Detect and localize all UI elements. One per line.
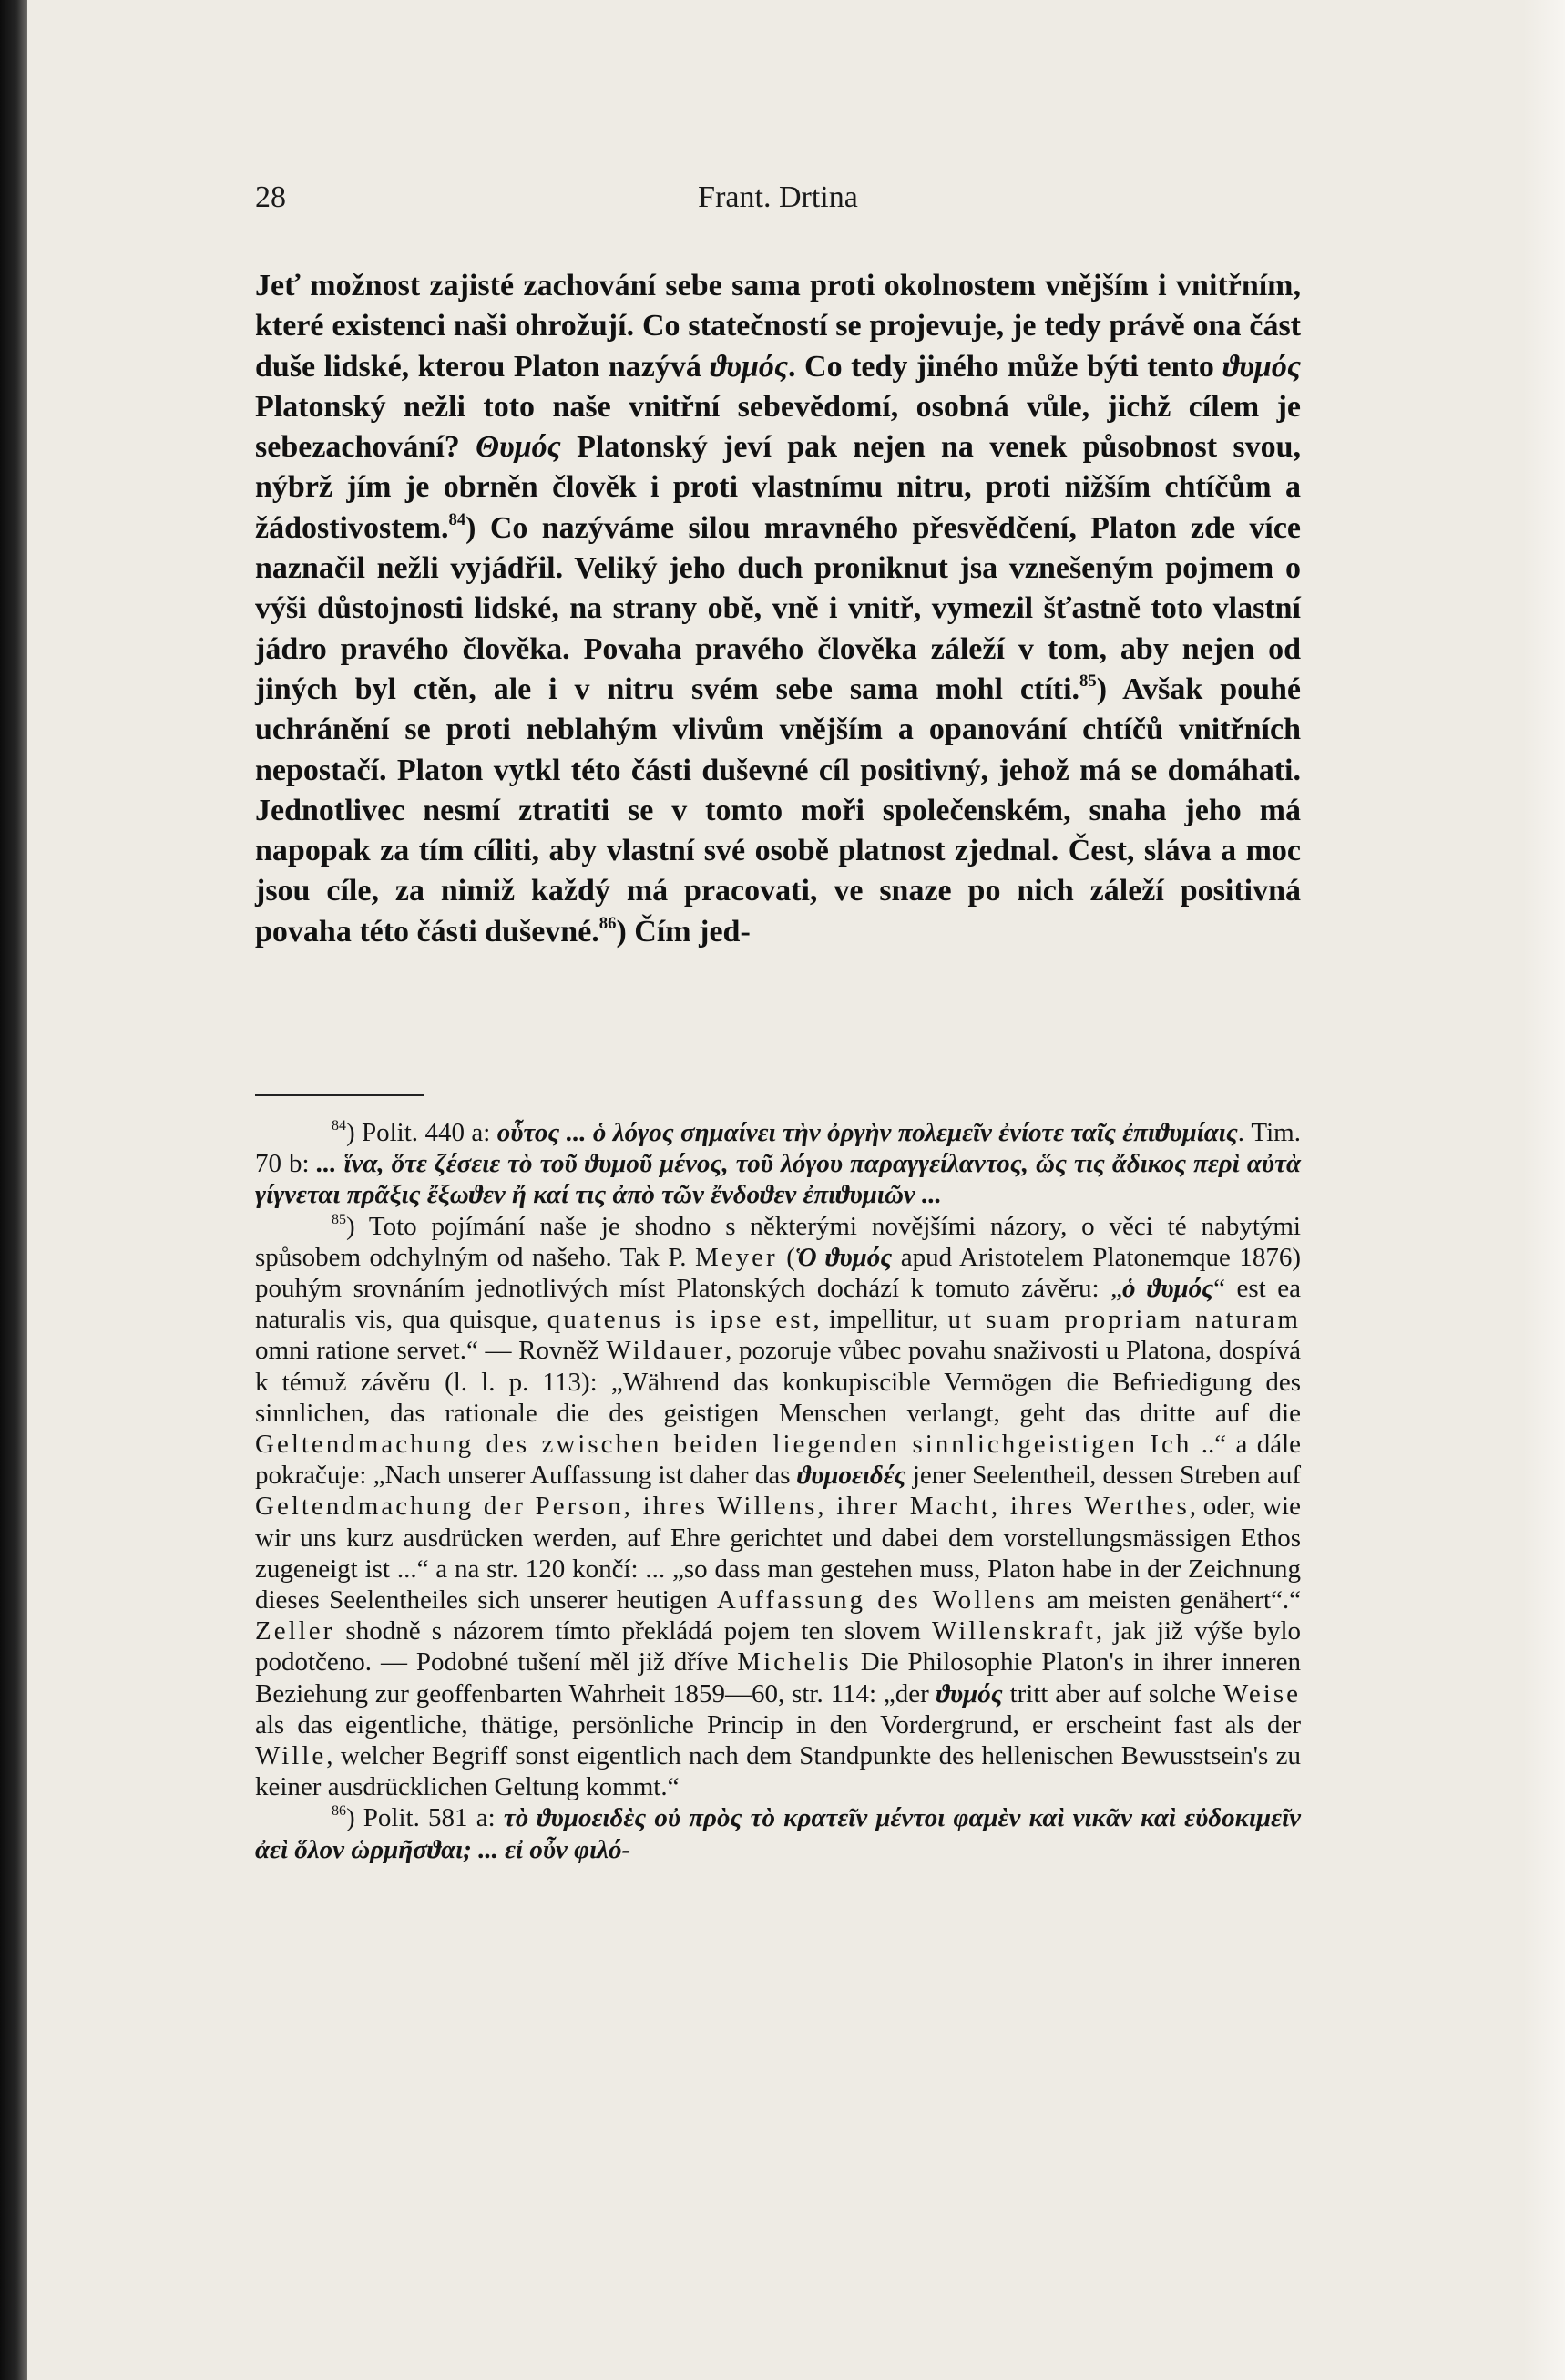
footnote-text: ) Polit. 581 a: [345,1803,504,1833]
footnote-text: , oder, wie wir uns kurz ausdrücken werden, auf Ehre gerichtet und dabei dem vorstellungsmässigen Ethos zugeneigt ist ...“ a na str. 120 končí: ... „so dass man gestehen muss, Platon habe in der Zeichnung dieses Seelentheiles sich unserer heutigen [255,1492,1301,1616]
greek-term: ϑυμός [936,1678,1003,1708]
text-run: ) Avšak pouhé uchránění se proti neblahým vlivům vnějším a opanování chtíčů vnitřních nepostačí. Platon vytkl této části duševné cíl positivný, jehož má se domáhati. Jednotlivec nesmí ztratiti se v tomto moři společenském, snaha jeho má napopak za tím cíliti, aby vlastní své osobě platnost zjednal. Čest, sláva a moc jsou cíle, za nimiž každý má pracovati, ve snaze po nich záleží positivná povaha této části duševné. [255,672,1302,949]
main-text [255,266,1301,952]
text-run: ) Čím jed- [616,914,751,949]
spaced-phrase: ut suam propriam naturam [947,1305,1301,1335]
greek-quote: ... ἵνα, ὅτε ζέσειε τὸ τοῦ ϑυμοῦ μένος, τοῦ λόγου παραγγείλαντος, ὥς τις ἄδικος περὶ αὐτὰ γίγνεται πρᾶξις ἔξωϑεν ἤ καί τις ἀπὸ τῶν ἔνδοϑεν ἐπιϑυμιῶν ... [255,1149,1301,1210]
text-run: Platonský nežli toto naše vnitřní sebevědomí, osobná vůle, jichž cílem je sebezachování? [255,389,1301,465]
footnote-text: . Tim. 70 b: [255,1118,1301,1179]
spaced-name: Wildauer [606,1336,726,1366]
main-paragraph [255,266,1301,952]
footnote-text: ( [777,1242,795,1272]
footnote-text: , jak již výše bylo podotčeno. — Podobné tušení měl již dříve [255,1616,1301,1677]
footnote-mark: 84 [332,1118,346,1134]
footnote-84 [255,1117,1301,1211]
greek-quote: τὸ ϑυμοειδὲς οὐ πρὸς τὸ κρατεῖν μέντοι φαμὲν καὶ νικᾶν καὶ εὐδοκιμεῖν ἀεὶ ὅλον ὡρμῆσϑαι; ... εἰ οὖν φιλό- [255,1803,1301,1864]
scan-left-edge [0,0,27,2380]
text-run: Jeť možnost zajisté zachování sebe sama proti okolnostem vnějším i vnitřním, které existenci naši ohrožují. Co statečností se projevuje, je tedy právě ona část duše lidské, kterou Platon nazývá [255,269,1301,384]
running-head: Frant. Drtina [698,180,858,214]
spaced-phrase: Geltendmachung der Person, ihres Willens, ihrer Macht, ihres Werthes [255,1492,1190,1522]
scan-right-edge [1523,0,1565,2380]
greek-term: Θυμός [476,430,561,465]
footnote-text: shodně s názorem tímto překládá pojem ten slovem [334,1616,933,1647]
footnote-mark: 85 [332,1211,346,1227]
footnote-text: als das eigentliche, thätige, persönliche Princip in den Vordergrund, er erscheint fast als der [255,1709,1301,1739]
footnote-divider [255,1094,424,1096]
footnote-text: apud Aristotelem Platonemque 1876) pouhým srovnáním jednotlivých míst Platonských dochází k tomuto závěru: „ [255,1242,1302,1304]
greek-term: ϑυμοειδές [796,1461,906,1491]
text-run: ) Co nazýváme silou mravného přesvědčení, Platon zde více naznačil nežli vyjádřil. Veliký jeho duch proniknut jsa vznešeným pojmem o výši důstojnosti lidské, na strany obě, vně i vnitř, vymezil šťastně toto vlastní jádro pravého člověka. Povaha pravého člověka záleží v tom, aby nejen od jiných byl ctěn, ale i v nitru svém sebe sama mohl ctíti. [255,510,1301,706]
text-run: . Co tedy jiného může býti tento [788,349,1223,384]
footnote-text: jener Seelentheil, dessen Streben auf [905,1461,1301,1491]
spaced-phrase: Wille [255,1741,327,1771]
footnote-text: “ est ea naturalis vis, qua quisque, [255,1274,1301,1335]
footnote-mark: 86 [332,1803,346,1820]
footnote-text: , welcher Begriff sonst eigentlich nach dem Standpunkte des hellenischen Bewusstsein's zu keiner ausdrücklichen Geltung kommt.“ [255,1741,1301,1802]
spaced-name: Michelis [737,1647,852,1677]
footnote-ref-85: 85 [1079,671,1097,691]
spaced-phrase: quatenus is ipse est [547,1305,813,1335]
footnote-text: ..“ a dále pokračuje: „Nach unserer Auffassung ist daher das [255,1430,1302,1491]
greek-term: ϑυμός [1222,349,1301,384]
footnote-text: Die Philosophie Platon's in ihrer inneren Beziehung zur geoffenbarten Wahrheit 1859—60, str. 114: „der [255,1647,1301,1708]
footnote-text: ) Polit. 440 a: [345,1118,497,1147]
greek-term: ϑυμός [710,349,789,384]
footnote-text: am meisten genähert“.“ [1037,1585,1301,1616]
spaced-phrase: Willenskraft [932,1616,1096,1647]
page-header [255,180,1301,226]
greek-term: Ὁ ϑυμός [794,1242,893,1272]
spaced-phrase: Weise [1222,1678,1302,1708]
footnote-86 [255,1802,1301,1864]
footnote-text: tritt aber auf solche [1002,1678,1223,1708]
spaced-name: Zeller [255,1616,335,1647]
spaced-phrase: Auffassung des Wollens [716,1585,1038,1616]
footnotes [255,1117,1301,1865]
greek-quote: οὗτος ... ὁ λόγος σημαίνει τὴν ὀργὴν πολεμεῖν ἐνίοτε ταῖς ἐπιϑυμίαις [496,1118,1238,1147]
footnote-ref-86: 86 [598,913,617,933]
footnote-ref-84: 84 [448,509,466,529]
text-run: Platonský jeví pak nejen na venek působnost svou, nýbrž jím je obrněn člověk i proti vlastnímu nitru, proti nižším chtíčům a žádostivostem. [255,430,1301,545]
page-number: 28 [255,180,286,214]
footnote-text: omni ratione servet.“ — Rovněž [255,1336,607,1366]
footnote-text: , impellitur, [813,1305,948,1335]
greek-term: ὁ ϑυμός [1122,1274,1214,1304]
footnote-text: , pozoruje vůbec povahu snaživosti u Platona, dospívá k témuž závěru (l. l. p. 113): „Während das konkupiscible Vermögen die Befriedigung des sinnlichen, das rationale die des geistigen Menschen verlangt, geht das dritte auf die [255,1336,1301,1428]
spaced-name: Meyer [695,1242,778,1272]
footnote-text: ) Toto pojímání naše je shodno s některými novějšími názory, o věci té nabytými spůsobem odchylným od našeho. Tak P. [255,1211,1301,1272]
spaced-phrase: Geltendmachung des zwischen beiden liegenden sinnlichgeistigen Ich [255,1430,1192,1460]
footnote-85 [255,1211,1301,1803]
